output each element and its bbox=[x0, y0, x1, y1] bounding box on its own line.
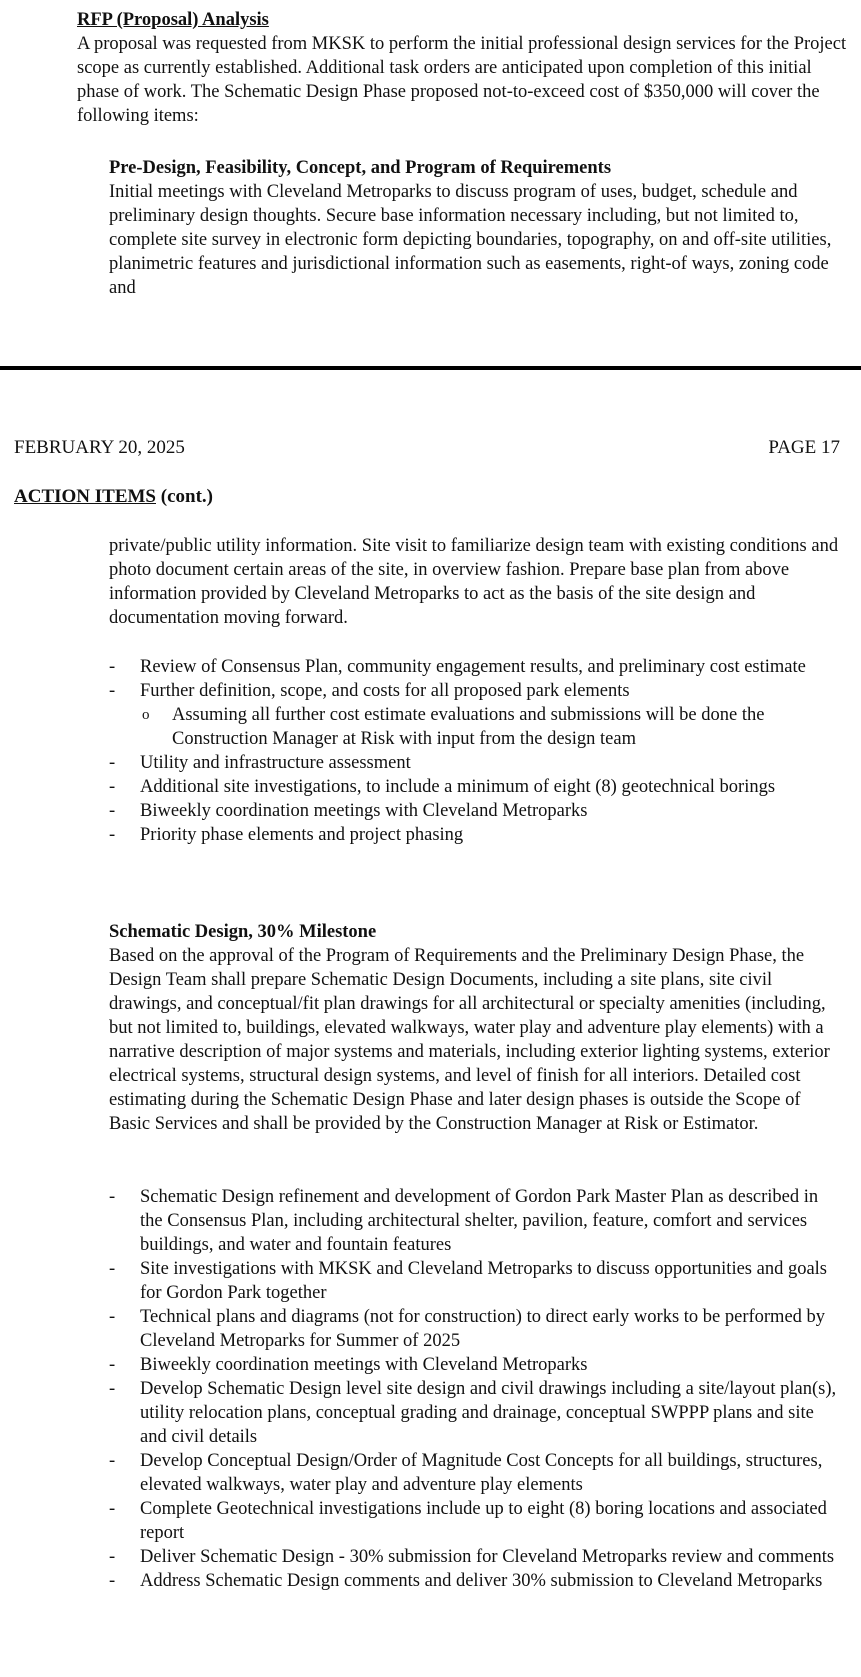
predesign-sublist bbox=[140, 703, 844, 751]
list-item-text: Schematic Design refinement and development of Gordon Park Master Plan as described in the Consensus Plan, including architectural shelter, pavilion, feature, comfort and services buildings, and water and fountain features bbox=[140, 1187, 819, 1255]
dash-marker: - bbox=[109, 1547, 116, 1567]
list-item bbox=[109, 751, 844, 775]
dash-marker: - bbox=[109, 801, 116, 821]
page-header bbox=[14, 436, 840, 460]
schematic-list-block bbox=[109, 1185, 844, 1593]
dash-marker: - bbox=[109, 777, 116, 797]
dash-marker: - bbox=[109, 1379, 116, 1399]
list-item bbox=[109, 1185, 844, 1257]
dash-marker: - bbox=[109, 1499, 116, 1519]
list-item-text: Priority phase elements and project phasing bbox=[140, 825, 464, 845]
list-item-text: Develop Schematic Design level site design and civil drawings including a site/layout plan(s), utility relocation plans, conceptual grading and drainage, conceptual SWPPP plans and site and civil details bbox=[140, 1379, 837, 1447]
list-item bbox=[109, 1377, 844, 1449]
list-item bbox=[109, 799, 844, 823]
list-item-text: Complete Geotechnical investigations include up to eight (8) boring locations and associated report bbox=[140, 1499, 827, 1543]
predesign-list-block bbox=[109, 655, 844, 847]
rfp-intro: A proposal was requested from MKSK to perform the initial professional design services for the Project scope as currently established. Additional task orders are anticipated upon completion of this initial phase of work. The Schematic Design Phase proposed not-to-exceed cost of $350,000 will cover the following items: bbox=[77, 34, 847, 126]
schematic-text: Based on the approval of the Program of Requirements and the Preliminary Design Phase, the Design Team shall prepare Schematic Design Documents, including a site plans, site civil drawings, and conceptual/fit plan drawings for all architectural or specialty amenities (including, but not limited to, buildings, elevated walkways, water play and adventure play elements) with a narrative description of major systems and materials, including exterior lighting systems, exterior electrical systems, structural design systems, and level of finish for all interiors. Detailed cost estimating during the Schematic Design Phase and later design phases is outside the Scope of Basic Services and shall be provided by the Construction Manager at Risk or Estimator. bbox=[109, 946, 830, 1134]
list-item-text: Technical plans and diagrams (not for construction) to direct early works to be performed by Cleveland Metroparks for Summer of 2025 bbox=[140, 1307, 826, 1351]
rfp-heading: RFP (Proposal) Analysis bbox=[77, 10, 269, 30]
rfp-block bbox=[77, 8, 847, 128]
sub-list-item bbox=[140, 703, 844, 751]
list-item-text: Further definition, scope, and costs for all proposed park elements bbox=[140, 681, 630, 701]
continuation-block bbox=[109, 534, 844, 630]
list-item bbox=[109, 1449, 844, 1497]
dash-marker: - bbox=[109, 1187, 116, 1207]
section-title-main: ACTION ITEMS bbox=[14, 486, 156, 507]
list-item bbox=[109, 679, 844, 751]
list-item-text: Biweekly coordination meetings with Cleveland Metroparks bbox=[140, 801, 588, 821]
list-item-text: Biweekly coordination meetings with Cleveland Metroparks bbox=[140, 1355, 588, 1375]
continuation-text: private/public utility information. Site visit to familiarize design team with existing conditions and photo document certain areas of the site, in overview fashion. Prepare base plan from above information provided by Cleveland Metroparks to act as the basis of the site design and documentation moving forward. bbox=[109, 536, 839, 628]
predesign-heading: Pre-Design, Feasibility, Concept, and Program of Requirements bbox=[109, 158, 612, 178]
dash-marker: - bbox=[109, 1307, 116, 1327]
list-item-text: Develop Conceptual Design/Order of Magnitude Cost Concepts for all buildings, structures, elevated walkways, water play and adventure play elements bbox=[140, 1451, 823, 1495]
section-title-suffix: (cont.) bbox=[156, 486, 213, 507]
predesign-block bbox=[109, 156, 844, 300]
list-item bbox=[109, 1257, 844, 1305]
list-item bbox=[109, 823, 844, 847]
page-date: FEBRUARY 20, 2025 bbox=[14, 437, 185, 458]
schematic-list bbox=[109, 1185, 844, 1593]
list-item bbox=[109, 1497, 844, 1545]
circle-marker: o bbox=[142, 707, 150, 723]
list-item bbox=[109, 1305, 844, 1353]
dash-marker: - bbox=[109, 1355, 116, 1375]
dash-marker: - bbox=[109, 1451, 116, 1471]
list-item bbox=[109, 655, 844, 679]
page-number: PAGE 17 bbox=[768, 437, 840, 458]
list-item-text: Additional site investigations, to include a minimum of eight (8) geotechnical borings bbox=[140, 777, 776, 797]
list-item-text: Address Schematic Design comments and deliver 30% submission to Cleveland Metroparks bbox=[140, 1571, 823, 1591]
predesign-text: Initial meetings with Cleveland Metroparks to discuss program of uses, budget, schedule and preliminary design thoughts. Secure base information necessary including, but not limited to, complete site survey in electronic form depicting boundaries, topography, on and off-site utilities, planimetric features and jurisdictional information such as easements, right-of ways, zoning code and bbox=[109, 182, 832, 298]
dash-marker: - bbox=[109, 753, 116, 773]
list-item bbox=[109, 1353, 844, 1377]
list-item-text: Utility and infrastructure assessment bbox=[140, 753, 411, 773]
schematic-heading: Schematic Design, 30% Milestone bbox=[109, 922, 377, 942]
list-item-text: Review of Consensus Plan, community engagement results, and preliminary cost estimate bbox=[140, 657, 806, 677]
list-item-text: Deliver Schematic Design - 30% submission for Cleveland Metroparks review and comments bbox=[140, 1547, 835, 1567]
dash-marker: - bbox=[109, 1571, 116, 1591]
list-item bbox=[109, 775, 844, 799]
dash-marker: - bbox=[109, 681, 116, 701]
schematic-block bbox=[109, 920, 844, 1136]
dash-marker: - bbox=[109, 1259, 116, 1279]
page-divider bbox=[0, 366, 861, 370]
dash-marker: - bbox=[109, 825, 116, 845]
list-item bbox=[109, 1569, 844, 1593]
dash-marker: - bbox=[109, 657, 116, 677]
list-item bbox=[109, 1545, 844, 1569]
predesign-list bbox=[109, 655, 844, 847]
section-title bbox=[14, 485, 213, 509]
list-item-text: Site investigations with MKSK and Cleveland Metroparks to discuss opportunities and goals for Gordon Park together bbox=[140, 1259, 828, 1303]
sub-list-item-text: Assuming all further cost estimate evaluations and submissions will be done the Construction Manager at Risk with input from the design team bbox=[172, 705, 765, 749]
